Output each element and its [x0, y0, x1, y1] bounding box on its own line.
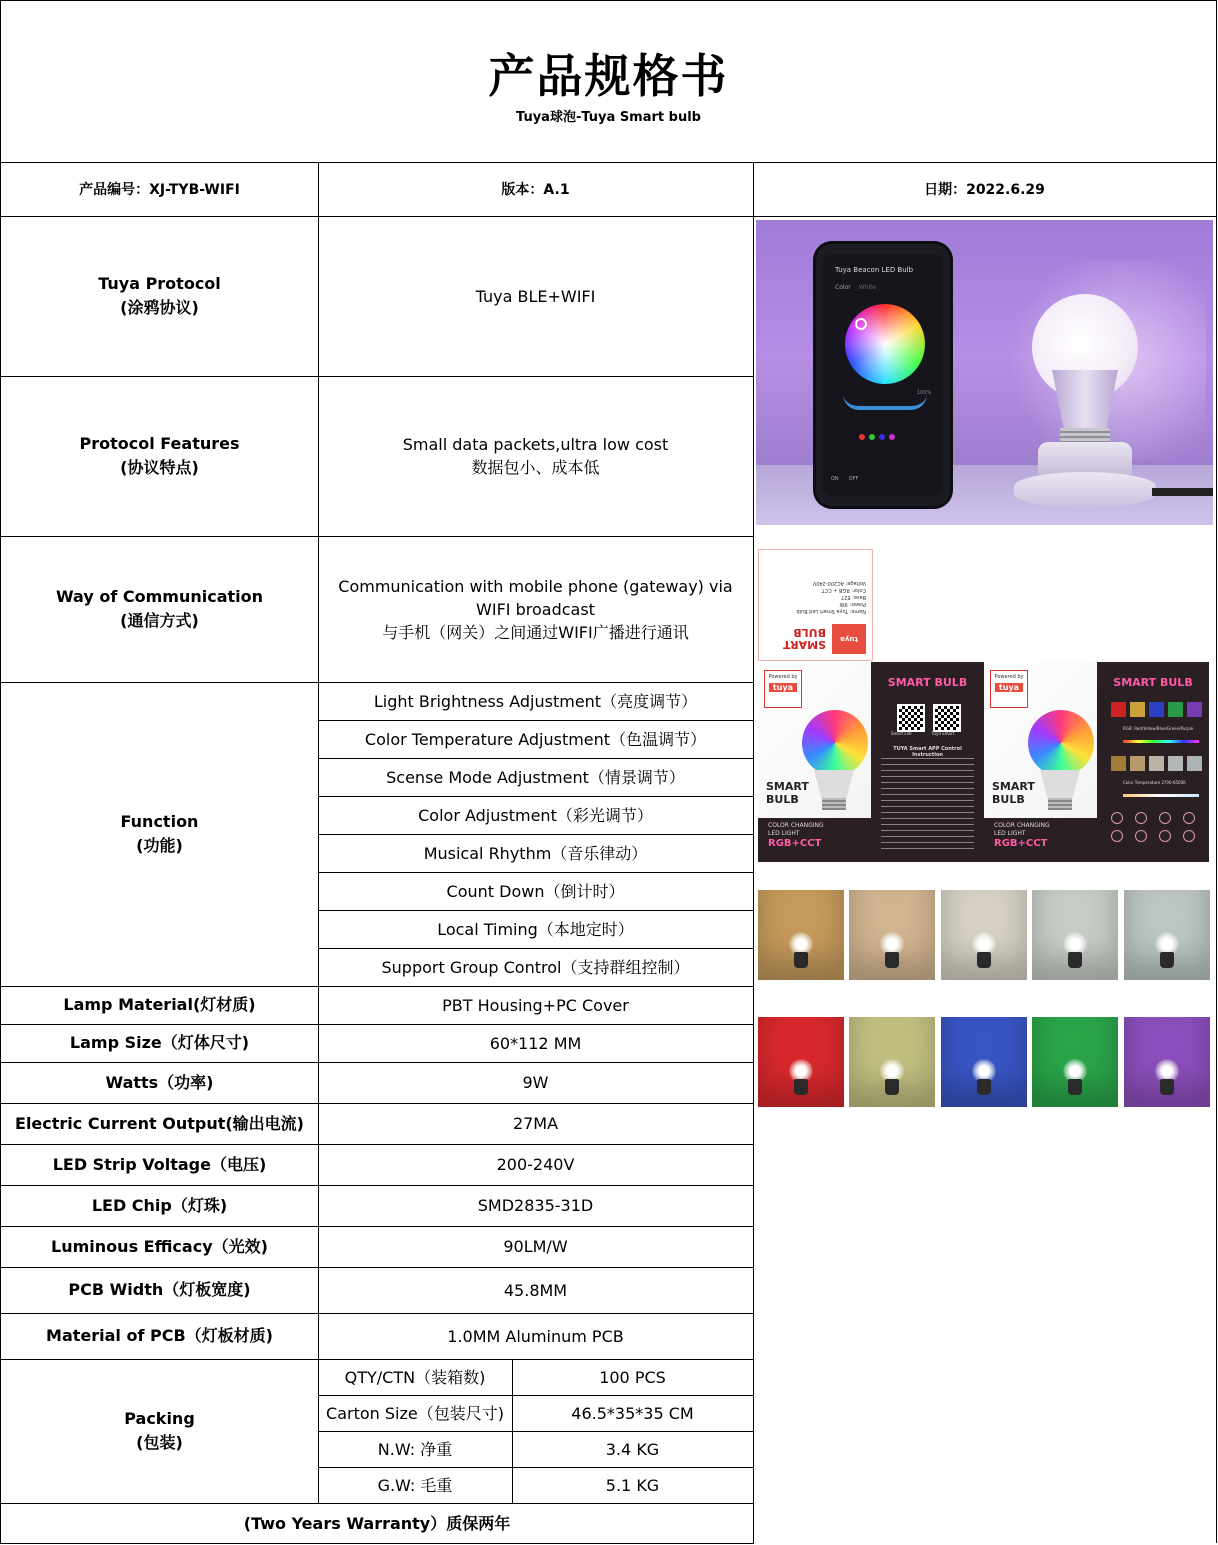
- spec-value: PBT Housing+PC Cover: [442, 995, 629, 1015]
- function-item: Color Temperature Adjustment（色温调节）: [364, 729, 707, 749]
- box-instruction-panel: [871, 662, 984, 862]
- ct-caption: Color Temperature 2700-6500K: [1123, 780, 1186, 785]
- side-smart: SMART: [992, 780, 1035, 793]
- packing-label-en: Packing: [124, 1409, 195, 1428]
- communication-value-en: Communication with mobile phone (gateway) via WIFI broadcast: [338, 576, 733, 619]
- powered-by-label-2: Powered by: [994, 674, 1024, 680]
- qr-tuya-smart: Tuya Smart: [931, 731, 955, 736]
- packing-value: 46.5*35*35 CM: [571, 1403, 694, 1423]
- box-top-color: Color: RGB + CCT: [821, 587, 866, 593]
- lamp-base: [977, 1079, 991, 1095]
- tab-color: Color: [835, 284, 851, 291]
- function-item: Light Brightness Adjustment（亮度调节）: [373, 691, 698, 711]
- box-layout-image: [758, 662, 1209, 862]
- lamp-base: [885, 1079, 899, 1095]
- function-label-cn: (功能): [136, 836, 183, 855]
- hero-photo: [756, 220, 1213, 525]
- lamp-base: [977, 952, 991, 968]
- features-label-en: Protocol Features: [79, 434, 240, 453]
- protocol-value: Tuya BLE+WIFI: [475, 286, 596, 306]
- protocol-label-cell: [1, 216, 318, 376]
- color-swatch: [758, 1017, 844, 1107]
- packing-value: 100 PCS: [599, 1367, 666, 1387]
- on-button: ON: [831, 476, 839, 482]
- title-cell: [1, 34, 1216, 112]
- protocol-label-en: Tuya Protocol: [98, 274, 221, 293]
- white-swatch: [849, 890, 935, 980]
- side-led-light: LED LIGHT: [994, 830, 1026, 837]
- spec-value: 90LM/W: [503, 1237, 568, 1256]
- function-item: Support Group Control（支持群组控制）: [381, 957, 690, 977]
- function-item: Musical Rhythm（音乐律动）: [423, 843, 648, 863]
- box-top-voltage: Voltage: AC200-240V: [812, 580, 866, 586]
- packing-label-cn: (包装): [136, 1433, 183, 1452]
- spec-label: Lamp Material(灯材质): [63, 995, 256, 1014]
- communication-label-cn: (通信方式): [120, 611, 199, 630]
- function-label-cell: [1, 682, 318, 986]
- front-led-light: LED LIGHT: [768, 830, 800, 837]
- spec-label: Lamp Size（灯体尺寸): [69, 1033, 250, 1052]
- box-top-bulb: BULB: [793, 626, 826, 639]
- box-front-panel: [758, 662, 871, 862]
- box-top-brand: tuya: [840, 635, 858, 644]
- white-swatch: [1032, 890, 1118, 980]
- function-item: Color Adjustment（彩光调节）: [418, 805, 653, 825]
- front-color-changing: COLOR CHANGING: [768, 822, 824, 829]
- spec-value: 9W: [522, 1073, 549, 1092]
- lamp-base: [1160, 1079, 1174, 1095]
- features-label-cell: [1, 376, 318, 536]
- spec-label: Watts（功率): [105, 1072, 214, 1092]
- function-item: Scense Mode Adjustment（情景调节）: [386, 767, 685, 787]
- color-swatch: [849, 1017, 935, 1107]
- features-label-cn: (协议特点): [120, 458, 199, 477]
- spec-value: 60*112 MM: [489, 1033, 582, 1053]
- spec-label: Electric Current Output(输出电流): [15, 1113, 304, 1133]
- box-colors-panel: [1097, 662, 1209, 862]
- phone-image: [816, 244, 950, 506]
- date: 日期：2022.6.29: [924, 182, 1045, 198]
- lamp-base: [1160, 952, 1174, 968]
- instruction-smart-bulb: SMART BULB: [887, 676, 968, 689]
- spec-value: SMD2835-31D: [477, 1196, 594, 1215]
- side-rgb-cct: RGB+CCT: [994, 838, 1048, 849]
- function-item: Local Timing（本地定时）: [437, 919, 634, 939]
- color-swatch: [1124, 1017, 1210, 1107]
- spec-label: PCB Width（灯板宽度): [68, 1280, 251, 1299]
- packing-key: QTY/CTN（装箱数): [344, 1367, 486, 1387]
- white-swatch: [941, 890, 1027, 980]
- instruction-title: TUYA Smart APP Control Instruction: [893, 746, 962, 758]
- page-title: 产品规格书: [488, 49, 729, 103]
- features-value-cell: [318, 376, 753, 536]
- packing-value: 5.1 KG: [605, 1475, 660, 1495]
- powered-by-brand: tuya: [769, 683, 797, 692]
- spec-label: LED Strip Voltage（电压): [52, 1154, 267, 1174]
- communication-value-cell: [318, 536, 753, 682]
- tab-white: White: [858, 284, 877, 291]
- packing-key: Carton Size（包装尺寸): [326, 1403, 504, 1423]
- box-side-panel: [984, 662, 1097, 862]
- powered-by-label: Powered by: [768, 674, 798, 680]
- spec-value: 27MA: [512, 1114, 559, 1133]
- rgb-caption: RGB: Red/Yellow/Blue/Green/Purple: [1123, 726, 1194, 731]
- spec-value: 45.8MM: [503, 1280, 568, 1300]
- color-swatch: [1032, 1017, 1118, 1107]
- product-number: 产品编号：XJ-TYB-WIFI: [79, 182, 240, 198]
- function-item: Count Down（倒计时）: [446, 881, 625, 901]
- phone-title: Tuya Beacon LED Bulb: [835, 266, 914, 274]
- white-swatch: [758, 890, 844, 980]
- warranty: (Two Years Warranty）质保两年: [243, 1513, 511, 1533]
- spec-value: 200-240V: [496, 1155, 575, 1174]
- packing-value: 3.4 KG: [605, 1439, 660, 1459]
- box-top-base: Base: E27: [841, 594, 866, 600]
- side-color-changing: COLOR CHANGING: [994, 822, 1050, 829]
- packing-key: G.W: 毛重: [377, 1475, 453, 1495]
- box-top-smart: SMART: [783, 638, 826, 651]
- packing-label-cell: [1, 1359, 318, 1503]
- box-top-image: [758, 549, 873, 661]
- lamp-base: [794, 952, 808, 968]
- off-button: OFF: [848, 476, 859, 482]
- communication-label-en: Way of Communication: [55, 587, 264, 606]
- lamp-base: [1068, 1079, 1082, 1095]
- spec-label: Luminous Efficacy（光效): [51, 1236, 268, 1256]
- front-bulb: BULB: [766, 793, 799, 806]
- packing-key: N.W: 净重: [377, 1439, 453, 1459]
- protocol-label-cn: (涂鸦协议): [120, 298, 199, 317]
- brightness-value: 100%: [917, 390, 932, 396]
- box-top-name: Name: Tuya Smart Led Bulb: [796, 608, 866, 614]
- side-bulb: BULB: [992, 793, 1025, 806]
- qr-smart-life: Smart Life: [891, 731, 912, 736]
- spec-label: LED Chip（灯珠): [91, 1195, 228, 1215]
- communication-value-cn: 与手机（网关）之间通过WIFI广播进行通讯: [382, 622, 689, 642]
- function-label-en: Function: [120, 812, 199, 831]
- front-smart: SMART: [766, 780, 809, 793]
- lamp-base: [1068, 952, 1082, 968]
- box-top-power: Power: 9W: [839, 601, 866, 607]
- lamp-base: [885, 952, 899, 968]
- features-value-cn: 数据包小、成本低: [471, 458, 600, 477]
- color-swatch: [941, 1017, 1027, 1107]
- lamp-base: [794, 1079, 808, 1095]
- white-swatch: [1124, 890, 1210, 980]
- front-rgb-cct: RGB+CCT: [768, 838, 822, 849]
- spec-label: Material of PCB（灯板材质): [46, 1326, 273, 1345]
- powered-by-brand-2: tuya: [995, 683, 1023, 692]
- spec-value: 1.0MM Aluminum PCB: [447, 1326, 624, 1346]
- version: 版本：A.1: [501, 182, 570, 198]
- features-value-en: Small data packets,ultra low cost: [402, 435, 669, 454]
- color-wheel: [845, 304, 925, 384]
- communication-label-cell: [1, 536, 318, 682]
- colors-smart-bulb: SMART BULB: [1113, 676, 1193, 689]
- subtitle-cell: [1, 104, 1216, 126]
- page-subtitle: Tuya球泡-Tuya Smart bulb: [516, 109, 701, 125]
